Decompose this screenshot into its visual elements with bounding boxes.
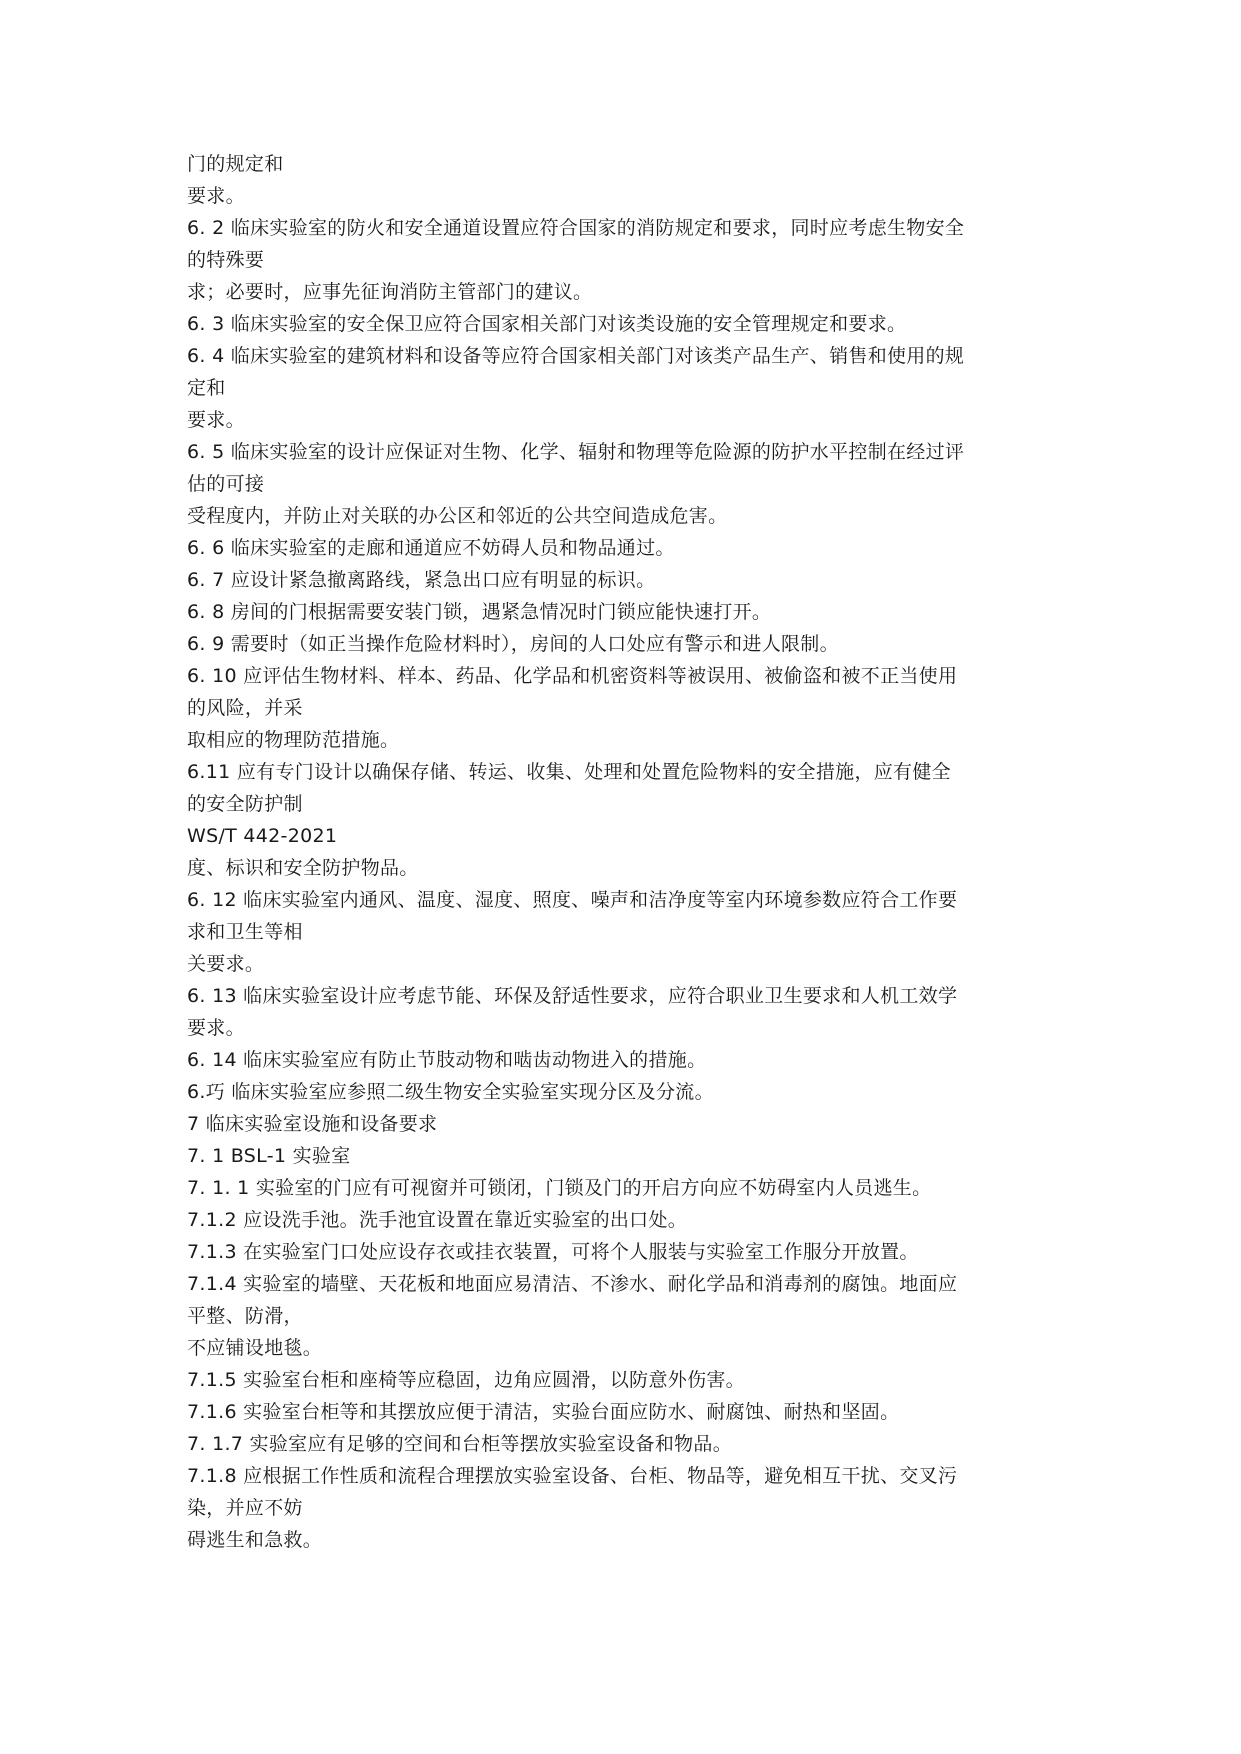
text-line: 碍逃生和急救。 — [187, 1529, 323, 1551]
text-line: 关要求。 — [187, 953, 265, 975]
text-line: 不应铺设地毯。 — [187, 1337, 323, 1359]
text-line: 6. 6 临床实验室的走廊和通道应不妨碍人员和物品通过。 — [187, 537, 675, 559]
text-line: 6.11 应有专门设计以确保存储、转运、收集、处理和处置危险物料的安全措施，应有健全 — [187, 761, 951, 783]
section-heading: 7 临床实验室设施和设备要求 — [187, 1113, 438, 1135]
text-line: 门的规定和 — [187, 153, 284, 175]
text-line: 7. 1. 1 实验室的门应有可视窗并可锁闭，门锁及门的开启方向应不妨碍室内人员逃生。 — [187, 1177, 932, 1199]
text-line: 度、标识和安全防护物品。 — [187, 857, 419, 879]
standard-code: WS/T 442-2021 — [187, 825, 338, 847]
text-line: 6. 4 临床实验室的建筑材料和设备等应符合国家相关部门对该类产品生产、销售和使用的规 — [187, 345, 965, 367]
text-line: 取相应的物理防范措施。 — [187, 729, 400, 751]
text-line: 受程度内，并防止对关联的办公区和邻近的公共空间造成危害。 — [187, 505, 728, 527]
text-line: 7.1.6 实验室台柜等和其摆放应便于清洁，实验台面应防水、耐腐蚀、耐热和坚固。 — [187, 1401, 900, 1423]
text-line: 6. 2 临床实验室的防火和安全通道设置应符合国家的消防规定和要求，同时应考虑生物安全 — [187, 217, 965, 239]
text-line: 6. 7 应设计紧急撤离路线，紧急出口应有明显的标识。 — [187, 569, 656, 591]
text-line: 定和 — [187, 377, 226, 399]
text-line: 6. 10 应评估生物材料、样本、药品、化学品和机密资料等被误用、被偷盗和被不正当使用 — [187, 665, 958, 687]
text-line: 6. 12 临床实验室内通风、温度、湿度、照度、噪声和洁净度等室内环境参数应符合工作要 — [187, 889, 958, 911]
text-line: 6. 8 房间的门根据需要安装门锁，遇紧急情况时门锁应能快速打开。 — [187, 601, 772, 623]
text-line: 要求。 — [187, 185, 245, 207]
text-line: 6. 9 需要时（如正当操作危险材料时），房间的人口处应有警示和进人限制。 — [187, 633, 839, 655]
text-line: 6. 14 临床实验室应有防止节肢动物和啮齿动物进入的措施。 — [187, 1049, 707, 1071]
text-line: 平整、防滑， — [187, 1305, 303, 1327]
text-line: 7. 1.7 实验室应有足够的空间和台柜等摆放实验室设备和物品。 — [187, 1433, 733, 1455]
text-line: 6.巧 临床实验室应参照二级生物安全实验室实现分区及分流。 — [187, 1081, 714, 1103]
text-line: 7.1.3 在实验室门口处应设存衣或挂衣装置，可将个人服装与实验室工作服分开放置。 — [187, 1241, 919, 1263]
text-line: 的特殊要 — [187, 249, 265, 271]
subsection-heading: 7. 1 BSL-1 实验室 — [187, 1145, 351, 1167]
text-line: 6. 3 临床实验室的安全保卫应符合国家相关部门对该类设施的安全管理规定和要求。 — [187, 313, 907, 335]
text-line: 7.1.8 应根据工作性质和流程合理摆放实验室设备、台柜、物品等，避免相互干扰、交叉污 — [187, 1465, 958, 1487]
text-line: 6. 13 临床实验室设计应考虑节能、环保及舒适性要求，应符合职业卫生要求和人机工效学 — [187, 985, 958, 1007]
text-line: 6. 5 临床实验室的设计应保证对生物、化学、辐射和物理等危险源的防护水平控制在经过评 — [187, 441, 965, 463]
text-line: 估的可接 — [187, 473, 265, 495]
text-line: 求；必要时，应事先征询消防主管部门的建议。 — [187, 281, 593, 303]
document-body — [187, 148, 1067, 1556]
text-line: 7.1.4 实验室的墙壁、天花板和地面应易清洁、不渗水、耐化学品和消毒剂的腐蚀。地面应 — [187, 1273, 958, 1295]
text-line: 求和卫生等相 — [187, 921, 303, 943]
text-line: 7.1.5 实验室台柜和座椅等应稳固，边角应圆滑，以防意外伤害。 — [187, 1369, 745, 1391]
text-line: 染，并应不妨 — [187, 1497, 303, 1519]
text-line: 要求。 — [187, 1017, 245, 1039]
text-line: 要求。 — [187, 409, 245, 431]
text-line: 的安全防护制 — [187, 793, 303, 815]
text-line: 7.1.2 应设洗手池。洗手池宜设置在靠近实验室的出口处。 — [187, 1209, 688, 1231]
text-line: 的风险，并采 — [187, 697, 303, 719]
